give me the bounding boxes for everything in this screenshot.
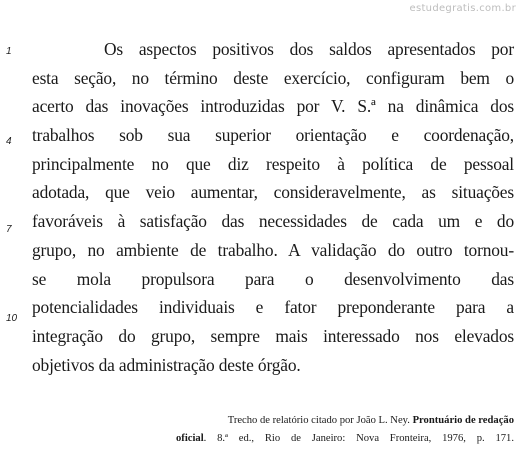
passage-line: favoráveis à satisfação das necessidades de cada um e do: [32, 211, 514, 232]
passage-line: se mola propulsora para o desenvolvimento das: [32, 268, 514, 289]
passage-line: esta seção, no término deste exercício, configuram bem o: [32, 67, 514, 88]
passage-line: adotada, que veio aumentar, consideravelmente, as situações: [32, 182, 514, 203]
passage-line: trabalhos sob sua superior orientação e coordenação,: [32, 125, 514, 146]
source-title-part2: oficial: [176, 433, 204, 444]
source-suffix: . 8.ª ed., Rio de Janeiro: Nova Fronteira, 1976, p. 171.: [203, 433, 514, 444]
line-number-10: 10: [6, 313, 18, 324]
passage-line: potencialidades individuais e fator preponderante para a: [32, 297, 514, 318]
passage-line: grupo, no ambiente de trabalho. A validação do outro tornou-: [32, 239, 514, 260]
line-number-4: 4: [6, 136, 12, 147]
passage-line: acerto das inovações introduzidas por V. S.ª na dinâmica dos: [32, 96, 514, 117]
passage-line: principalmente no que diz respeito à política de pessoal: [32, 153, 514, 174]
passage-line: objetivos da administração deste órgão.: [32, 354, 301, 375]
passage-line: integração do grupo, sempre mais interessado nos elevados: [32, 325, 514, 346]
source-prefix: Trecho de relatório citado por João L. Ney.: [227, 415, 413, 426]
source-citation: [176, 412, 514, 448]
watermark: estudegratis.com.br: [409, 3, 516, 14]
passage-line: Os aspectos positivos dos saldos apresentados por: [104, 39, 514, 59]
passage-text: [32, 35, 514, 379]
source-title-part1: Prontuário de redação: [412, 415, 514, 426]
source-line-1: [176, 412, 514, 430]
source-line-2: [176, 430, 514, 448]
line-number-7: 7: [6, 224, 12, 235]
line-number-1: 1: [6, 46, 12, 57]
